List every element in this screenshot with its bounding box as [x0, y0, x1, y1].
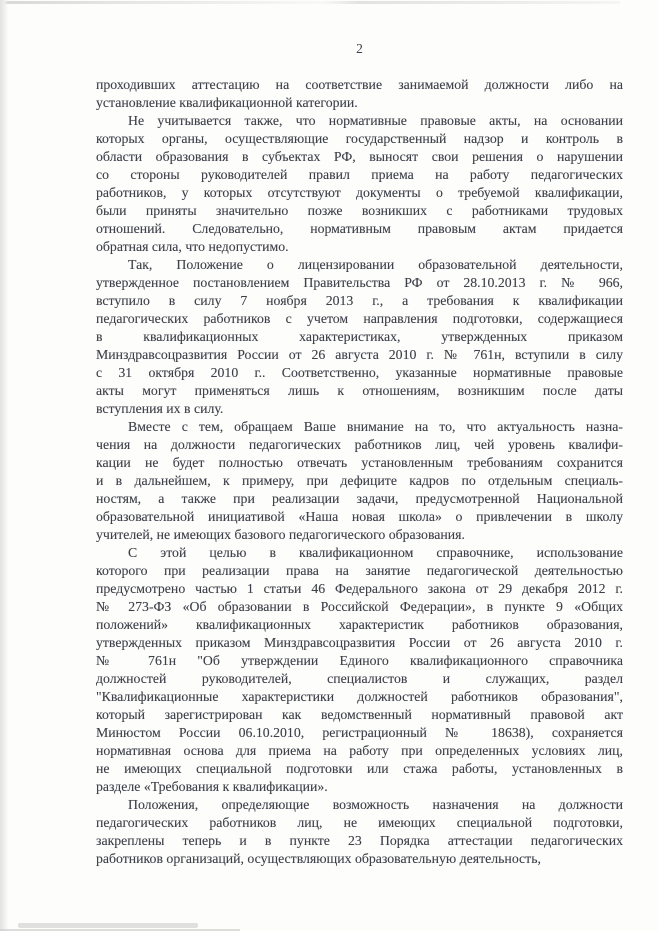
text-line: "Квалификационные характеристики должностей работников образования", [96, 689, 623, 704]
text-line: акты могут применяться лишь к отношениям, возникшим после даты [96, 383, 623, 398]
text-line: были приняты значительно позже возникших с работниками трудовых [96, 203, 623, 218]
paragraph [96, 544, 623, 796]
text-line: Так, Положение о лицензировании образовательной деятельности, [128, 257, 623, 272]
text-line: со стороны руководителей правил приема на работу педагогических [96, 167, 623, 182]
text-line: Не учитывается также, что нормативные правовые акты, на основании [128, 113, 623, 128]
text-line: Минюстом России 06.10.2010, регистрационный № 18638), сохраняется [96, 725, 623, 740]
text-line: Положения, определяющие возможность назначения на должности [128, 797, 623, 812]
text-line: которых органы, осуществляющие государственный надзор и контроль в [96, 131, 623, 146]
document-body [96, 76, 623, 868]
text-line: проходивших аттестацию на соответствие занимаемой должности либо на [96, 77, 623, 92]
text-line: в квалификационных характеристиках, утвержденных приказом [96, 329, 623, 344]
text-line: вступления их в силу. [96, 401, 224, 416]
text-line: обратная сила, что недопустимо. [96, 239, 289, 254]
text-line: № 273-ФЗ «Об образовании в Российской Федерации», в пункте 9 «Общих [96, 599, 623, 614]
paragraph [96, 796, 623, 868]
text-line: отношений. Следовательно, нормативным правовым актам придается [96, 221, 623, 236]
text-line: утвержденных приказом Минздравсоцразвития России от 26 августа 2010 г. [96, 635, 623, 650]
paragraph [96, 76, 623, 112]
paragraph [96, 418, 623, 544]
text-line: учителей, не имеющих базового педагогического образования. [96, 527, 465, 542]
scan-smudge-bottom-artifact [18, 923, 198, 928]
text-line: ностям, а также при реализации задачи, предусмотренной Национальной [96, 491, 623, 506]
text-line: закреплены теперь и в пункте 23 Порядка аттестации педагогических [96, 833, 623, 848]
scan-edge-top-artifact [0, 1, 620, 4]
text-line: должностей руководителей, специалистов и служащих, раздел [96, 671, 623, 686]
paragraph [96, 256, 623, 418]
text-line: не имеющих специальной подготовки или стажа работы, установленных в [96, 761, 623, 776]
text-line: работников организаций, осуществляющих образовательную деятельность, [96, 851, 541, 866]
text-line: педагогических работников с учетом направления подготовки, содержащиеся [96, 311, 623, 326]
text-line: педагогических работников лиц, не имеющих специальной подготовки, [96, 815, 623, 830]
text-line: чения на должности педагогических работников лиц, чей уровень квалифи- [96, 437, 623, 452]
text-line: которого при реализации права на занятие педагогической деятельностью [96, 563, 623, 578]
text-line: образовательной инициативой «Наша новая школа» о привлечении в школу [96, 509, 623, 524]
text-line: разделе «Требования к квалификации». [96, 779, 328, 794]
text-line: с 31 октября 2010 г.. Соответственно, указанные нормативные правовые [96, 365, 623, 380]
text-line: установление квалификационной категории. [96, 95, 358, 110]
text-line: Минздравсоцразвития России от 26 августа 2010 г. № 761н, вступили в силу [96, 347, 623, 362]
text-line: и в дальнейшем, к примеру, при дефиците кадров по отдельным специаль- [96, 473, 623, 488]
paragraph [96, 112, 623, 256]
text-line: Вместе с тем, обращаем Ваше внимание на то, что актуальность назна- [128, 419, 623, 434]
text-line: С этой целью в квалификационном справочнике, использование [128, 545, 623, 560]
text-line: положений» квалификационных характеристик работников образования, [96, 617, 623, 632]
text-line: утвержденное постановлением Правительства РФ от 28.10.2013 г. № 966, [96, 275, 623, 290]
text-line: предусмотрено частью 1 статьи 46 Федерального закона от 29 декабря 2012 г. [96, 581, 623, 596]
text-line: который зарегистрирован как ведомственный нормативный правовой акт [96, 707, 623, 722]
scan-edge-left-artifact [0, 0, 8, 931]
page-number: 2 [356, 41, 363, 56]
text-line: кации не будет полностью отвечать установленным требованиям сохранится [96, 455, 623, 470]
text-line: вступило в силу 7 ноября 2013 г., а требования к квалификации [96, 293, 623, 308]
text-line: № 761н "Об утверждении Единого квалификационного справочника [96, 653, 623, 668]
text-line: нормативная основа для приема на работу при определенных условиях лиц, [96, 743, 623, 758]
text-line: области образования в субъектах РФ, выносят свои решения о нарушении [96, 149, 623, 164]
text-line: работников, у которых отсутствуют документы о требуемой квалификации, [96, 185, 623, 200]
